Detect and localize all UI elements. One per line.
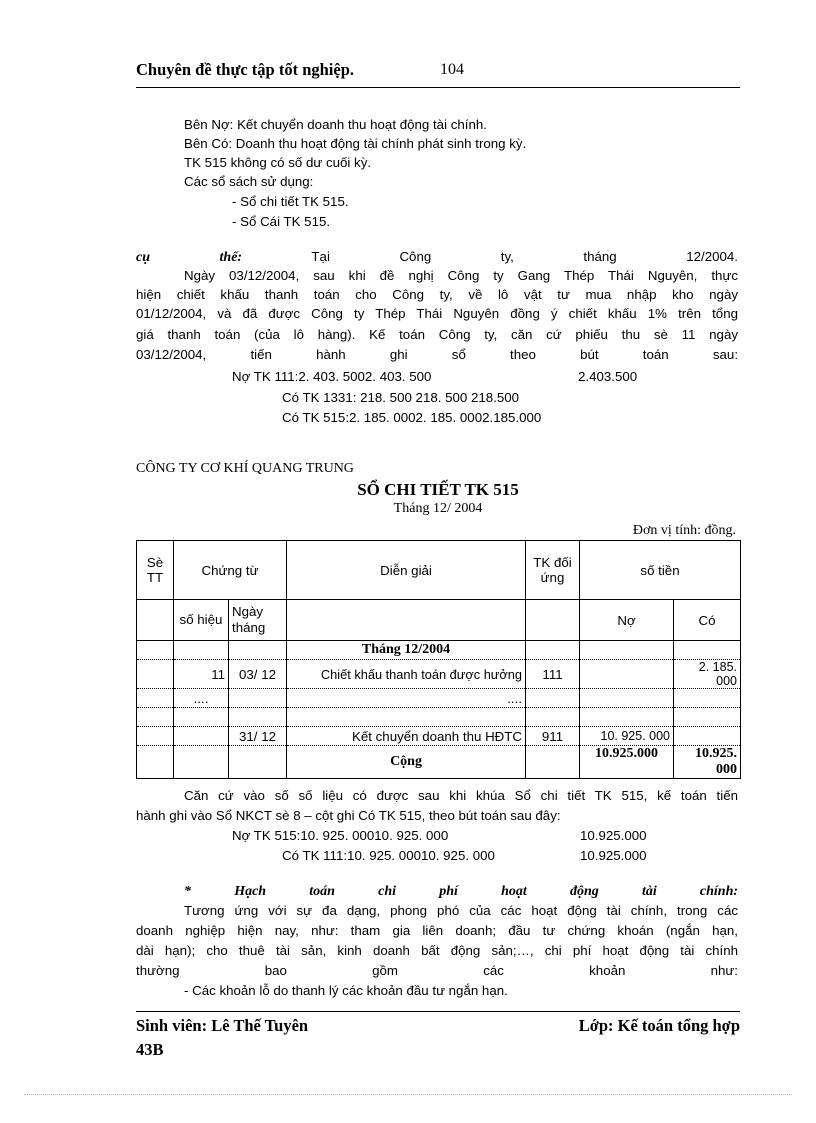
intro-line: TK 515 không có số dư cuối kỳ. [184,155,372,170]
table-row [137,708,741,727]
month-group-label: Tháng 12/2004 [287,641,526,660]
section-line: Tương ứng với sự đa dạng, phong phó của các hoạt động tài chính, trong các [184,903,738,918]
section-bullet: - Các khoản lỗ do thanh lý các khoản đầu tư ngắn hạn. [184,983,508,998]
intro-bullet: - Sổ chi tiết TK 515. [232,194,349,209]
section-line: doanh nghiệp hiện nay, như: tham gia liên doanh; đầu tư chứng khoán (ngắn hạn, [136,923,738,938]
after-entry-credit-label: Có TK 111:10. 925. 00010. 925. 000 [282,848,495,863]
entry-credit-1: Có TK 1331: 218. 500 218. 500 218.500 [282,390,520,405]
header-voucher: Chứng từ [174,541,287,600]
company-name: CÔNG TY CƠ KHÍ QUANG TRUNG [136,461,354,476]
header-debit: Nợ [580,600,674,641]
intro-line: Bên Nợ: Kết chuyển doanh thu hoạt động tài chính. [184,117,487,132]
header-stt: Sè TT [137,541,174,600]
after-entry-debit-label: Nợ TK 515:10. 925. 00010. 925. 000 [232,828,449,843]
header-amount: số tiền [580,541,741,600]
table-row: 31/ 12 Kết chuyển doanh thu HĐTC 911 10. 925. 000 [137,727,741,746]
total-debit: 10.925.000 [580,746,674,779]
after-line: Căn cứ vào số số liệu có được sau khi khúa Sổ chi tiết TK 515, kế toán tiến [184,788,738,803]
header-credit: Có [674,600,741,641]
footer-class: Lớp: Kế toán tổng hợp [578,1016,740,1035]
intro-line: Bên Có: Doanh thu hoạt động tài chính phát sinh trong kỳ. [184,136,527,151]
header-account: TK đối ứng [526,541,580,600]
total-row [137,746,741,779]
example-line: 01/12/2004, và đã được Công ty Thép Thái Nguyên đồng ý chiết khấu 1% trên tổng [136,306,738,321]
table-row: .... .... [137,689,741,708]
ledger-table [136,540,741,779]
table-header-row [137,541,741,600]
after-line: hành ghi vào Sổ NKCT sè 8 – cột ghi Có TK 515, theo bút toán sau đây: [136,808,561,823]
example-last-line: 03/12/2004, tiến hành ghi sổ theo bút toán sau: [136,347,739,362]
total-label: Cộng [287,746,526,779]
after-entry-credit-value: 10.925.000 [580,848,647,863]
example-line: giá thanh toán (của lô hàng). Kế toán Công ty, căn cứ phiếu thu sè 11 ngày [136,327,738,342]
intro-line: Các sổ sách sử dụng: [184,174,314,189]
total-credit: 10.925. 000 [674,746,741,779]
page-number: 104 [440,61,464,78]
table-row [137,641,741,660]
table-subheader-row [137,600,741,641]
section-last-line: thường bao gồm các khoản như: [136,963,738,978]
header-voucher-no: số hiệu [174,600,229,641]
example-line: hiện chiết khấu thanh toán cho Công ty, về lô vật tư mua nhập kho ngày [136,287,738,302]
page-header-title: Chuyên đề thực tập tốt nghiệp. [136,60,355,79]
footer-rule [136,1011,740,1012]
entry-credit-2: Có TK 515:2. 185. 0002. 185. 0002.185.000 [282,410,542,425]
example-lead-line: cụ thể: Tại Công ty, tháng 12/2004. [136,249,738,265]
header-description: Diễn giải [287,541,526,600]
footer-class-code: 43B [136,1040,164,1059]
entry-debit-label: Nợ TK 111:2. 403. 5002. 403. 500 [232,369,432,384]
example-line: Ngày 03/12/2004, sau khi đề nghị Công ty Gang Thép Thái Nguyên, thực [184,268,738,283]
ledger-title: SỔ CHI TIẾT TK 515 [357,480,519,499]
page-break-line [24,1094,792,1095]
header-rule [136,87,740,88]
ledger-month: Tháng 12/ 2004 [393,501,483,516]
section-heading: * Hạch toán chi phí hoạt động tài chính: [184,884,739,899]
entry-debit-value: 2.403.500 [578,369,638,384]
table-row: 11 03/ 12 Chiết khấu thanh toán được hưởng 111 2. 185. 000 [137,660,741,689]
ledger-unit: Đơn vị tính: đồng. [632,523,736,538]
header-voucher-date: Ngày tháng [229,600,287,641]
after-entry-debit-value: 10.925.000 [580,828,647,843]
intro-bullet: - Sổ Cái TK 515. [232,214,331,229]
section-line: dài hạn); cho thuê tài sản, kinh doanh bất động sản;…, chi phí hoạt động tài chính [136,943,738,958]
footer-student: Sinh viên: Lê Thế Tuyên [136,1016,309,1035]
